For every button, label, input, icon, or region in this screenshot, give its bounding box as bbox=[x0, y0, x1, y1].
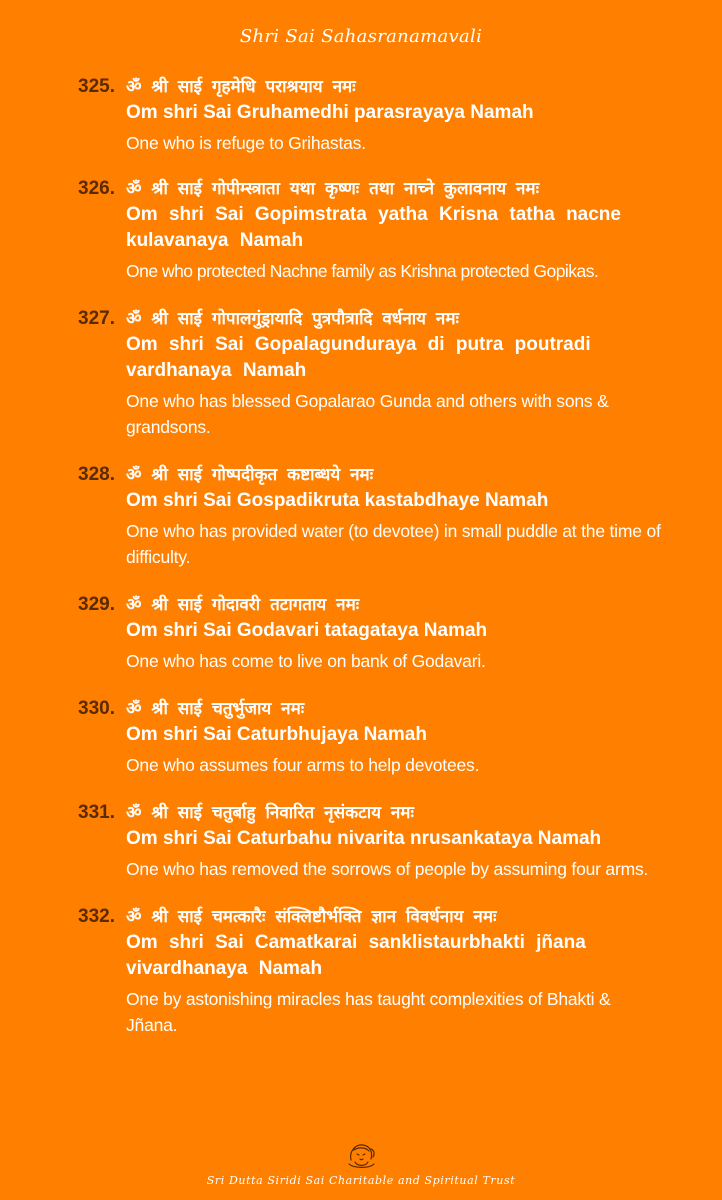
entry-meaning: One by astonishing miracles has taught complexities of Bhakti & Jñana. bbox=[126, 989, 611, 1035]
sai-baba-sketch-icon bbox=[343, 1140, 379, 1170]
entry-number: 330. bbox=[78, 698, 115, 719]
list-item bbox=[0, 74, 722, 156]
entry-transliteration: Om shri Sai Caturbhujaya Namah bbox=[126, 724, 427, 745]
entry-meaning: One who has blessed Gopalarao Gunda and others with sons & grandsons. bbox=[126, 391, 609, 437]
entry-transliteration: Om shri Sai Gospadikruta kastabdhaye Namah bbox=[126, 490, 549, 511]
entry-meaning: One who has provided water (to devotee) in small puddle at the time of difficulty. bbox=[126, 521, 661, 567]
entry-meaning: One who has removed the sorrows of people by assuming four arms. bbox=[126, 859, 649, 879]
entry-number: 328. bbox=[78, 464, 115, 485]
entry-transliteration: Om shri Sai Gopimstrata yatha Krisna tatha nacne kulavanaya Namah bbox=[126, 204, 621, 251]
footer-trust-name: Sri Dutta Siridi Sai Charitable and Spiritual Trust bbox=[206, 1174, 516, 1187]
list-item bbox=[0, 592, 722, 674]
entry-meaning: One who is refuge to Grihastas. bbox=[126, 133, 366, 153]
entry-sanskrit: ॐ श्री साई गोपीम्स्त्राता यथा कृष्णः तथा नाच्ने कुलावनाय नमः bbox=[126, 179, 540, 199]
entry-number: 326. bbox=[78, 178, 115, 199]
entry-transliteration: Om shri Sai Gruhamedhi parasrayaya Namah bbox=[126, 102, 534, 123]
list-item bbox=[0, 904, 722, 1038]
list-item bbox=[0, 306, 722, 440]
entry-meaning: One who has come to live on bank of Godavari. bbox=[126, 651, 486, 671]
entry-number: 331. bbox=[78, 802, 115, 823]
list-item bbox=[0, 462, 722, 570]
entry-number: 327. bbox=[78, 308, 115, 329]
entry-meaning: One who protected Nachne family as Krishna protected Gopikas. bbox=[126, 261, 599, 281]
entry-number: 329. bbox=[78, 594, 115, 615]
entry-sanskrit: ॐ श्री साई गोपालगुंड्रायादि पुत्रपौत्रादि वर्धनाय नमः bbox=[126, 309, 459, 329]
entry-sanskrit: ॐ श्री साई चतुर्भुजाय नमः bbox=[126, 699, 305, 719]
entry-sanskrit: ॐ श्री साई चमत्कारैः संक्लिष्टौर्भक्ति ज्ञान विवर्धनाय नमः bbox=[126, 907, 497, 927]
list-item bbox=[0, 176, 722, 284]
entry-transliteration: Om shri Sai Godavari tatagataya Namah bbox=[126, 620, 488, 641]
list-item bbox=[0, 800, 722, 882]
entry-list bbox=[0, 74, 722, 1038]
entry-transliteration: Om shri Sai Caturbahu nivarita nrusankataya Namah bbox=[126, 828, 602, 849]
page-header-title: Shri Sai Sahasranamavali bbox=[239, 26, 483, 47]
entry-sanskrit: ॐ श्री साई चतुर्बाहु निवारित नृसंकटाय नमः bbox=[126, 803, 414, 823]
entry-number: 332. bbox=[78, 906, 115, 927]
entry-sanskrit: ॐ श्री साई गोदावरी तटागताय नमः bbox=[126, 595, 360, 615]
entry-transliteration: Om shri Sai Camatkarai sanklistaurbhakti jñana vivardhanaya Namah bbox=[126, 932, 586, 979]
entry-transliteration: Om shri Sai Gopalagunduraya di putra poutradi vardhanaya Namah bbox=[126, 334, 591, 381]
entry-meaning: One who assumes four arms to help devotees. bbox=[126, 755, 480, 775]
entry-sanskrit: ॐ श्री साई गृहमेधि पराश्रयाय नमः bbox=[126, 77, 356, 97]
entry-number: 325. bbox=[78, 76, 115, 97]
list-item bbox=[0, 696, 722, 778]
entry-sanskrit: ॐ श्री साई गोष्पदीकृत कष्टाब्धये नमः bbox=[126, 465, 374, 485]
